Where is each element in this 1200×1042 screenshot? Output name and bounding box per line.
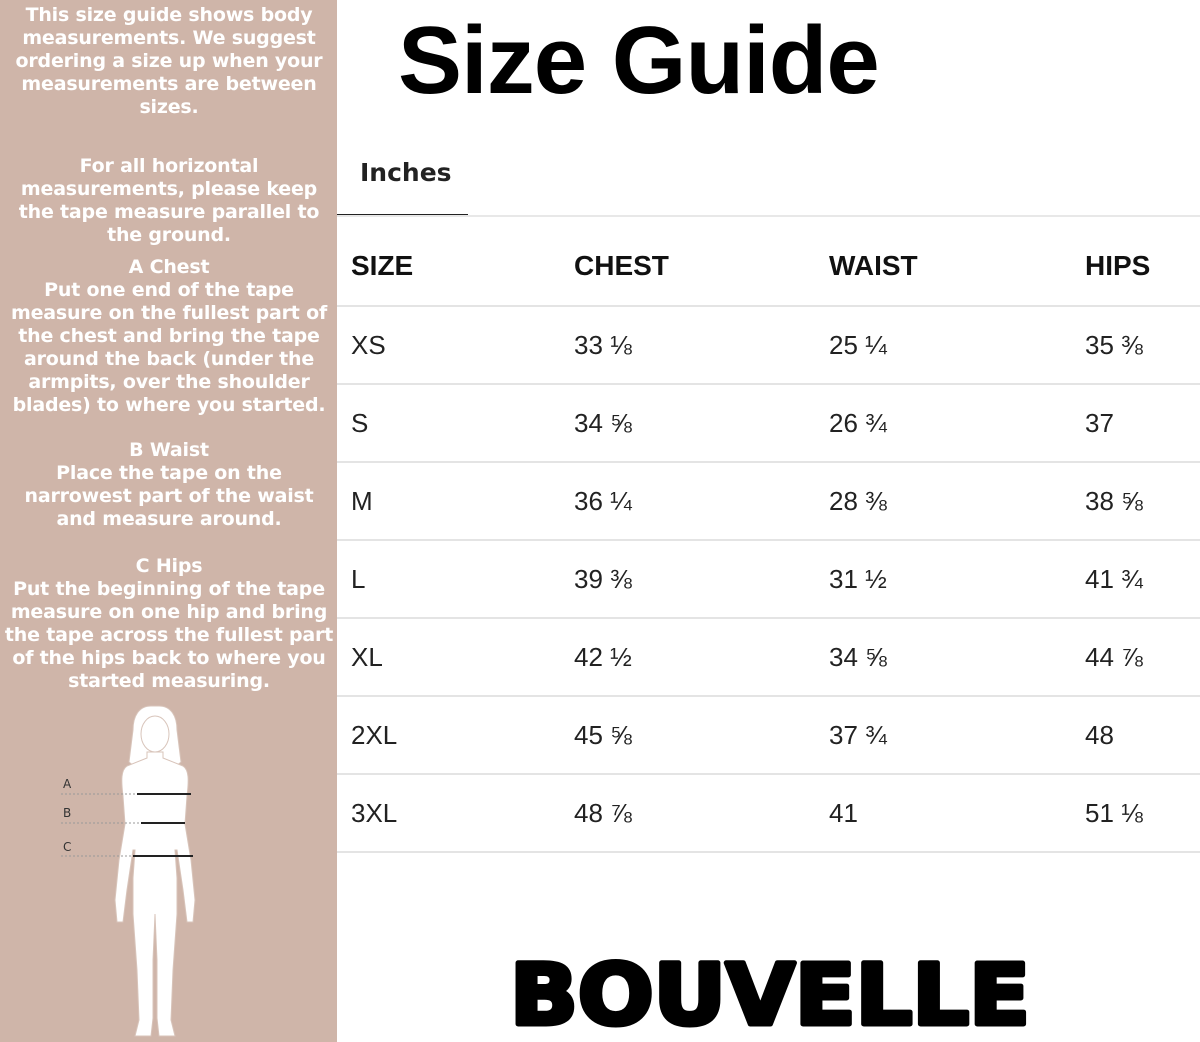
cell-waist: 25 ¼ (829, 329, 887, 360)
table-row (337, 385, 1200, 463)
hips-instructions (4, 555, 334, 693)
cell-waist: 26 ¾ (829, 407, 887, 438)
waist-text: Place the tape on the narrowest part of the waist and measure around. (24, 462, 314, 530)
cell-hips: 41 ¾ (1085, 563, 1143, 594)
label-b: B (63, 806, 72, 820)
cell-waist: 37 ¾ (829, 719, 887, 750)
cell-hips: 48 (1085, 719, 1114, 750)
table-row (337, 307, 1200, 385)
cell-size: M (351, 485, 373, 516)
hips-text: Put the beginning of the tape measure on one hip and bring the tape across the fullest part of the hips back to where you started measuring. (4, 578, 334, 692)
header-chest: CHEST (574, 250, 669, 281)
waist-instructions (4, 439, 334, 531)
header-size: SIZE (351, 250, 414, 281)
chest-instructions (4, 256, 334, 417)
cell-size: S (351, 407, 369, 438)
table-row (337, 619, 1200, 697)
header-waist: WAIST (829, 250, 918, 281)
cell-chest: 34 ⅝ (574, 407, 632, 438)
cell-chest: 42 ½ (574, 641, 632, 672)
tab-divider (337, 215, 1200, 217)
cell-size: XL (351, 641, 383, 672)
cell-hips: 38 ⅝ (1085, 485, 1143, 516)
cell-waist: 31 ½ (829, 563, 887, 594)
chest-text: Put one end of the tape measure on the fullest part of the chest and bring the tape around the back (under the armpits, over the shoulder blades) to where you started. (10, 279, 328, 416)
figure-head (141, 716, 169, 752)
horizontal-note: For all horizontal measurements, please keep the tape measure parallel to the ground. (18, 155, 320, 246)
table-header-row (337, 227, 1200, 307)
intro-text: This size guide shows body measurements. We suggest ordering a size up when your measurements are between sizes. (15, 4, 323, 118)
cell-waist: 34 ⅝ (829, 641, 887, 672)
cell-hips: 37 (1085, 407, 1114, 438)
hips-title: C Hips (135, 555, 203, 577)
chest-title: A Chest (128, 256, 210, 278)
unit-tabs (337, 140, 1200, 216)
label-c: C (63, 840, 72, 854)
instructions-sidebar (0, 0, 337, 1042)
cell-hips: 35 ⅜ (1085, 329, 1143, 360)
cell-waist: 28 ⅜ (829, 485, 887, 516)
waist-title: B Waist (129, 439, 209, 461)
cell-size: XS (351, 329, 386, 360)
tab-inches[interactable] (337, 140, 468, 217)
body-figure-illustration (55, 700, 255, 1042)
cell-size: L (351, 563, 366, 594)
table-row (337, 775, 1200, 853)
brand-wordmark: BOUVELLE (510, 948, 1030, 1038)
cell-chest: 33 ⅛ (574, 329, 632, 360)
cell-chest: 39 ⅜ (574, 563, 632, 594)
tab-inches-label: Inches (360, 158, 452, 187)
brand-logo (500, 948, 1040, 1038)
label-a: A (63, 777, 72, 791)
size-table (337, 227, 1200, 853)
page-title: Size Guide (398, 7, 879, 114)
cell-chest: 36 ¼ (574, 485, 632, 516)
cell-hips: 51 ⅛ (1085, 797, 1143, 828)
table-row (337, 463, 1200, 541)
table-row (337, 541, 1200, 619)
table-row (337, 697, 1200, 775)
cell-chest: 48 ⅞ (574, 797, 632, 828)
cell-size: 2XL (351, 719, 398, 750)
cell-waist: 41 (829, 797, 858, 828)
cell-chest: 45 ⅝ (574, 719, 632, 750)
header-hips: HIPS (1085, 250, 1151, 281)
cell-size: 3XL (351, 797, 398, 828)
cell-hips: 44 ⅞ (1085, 641, 1143, 672)
